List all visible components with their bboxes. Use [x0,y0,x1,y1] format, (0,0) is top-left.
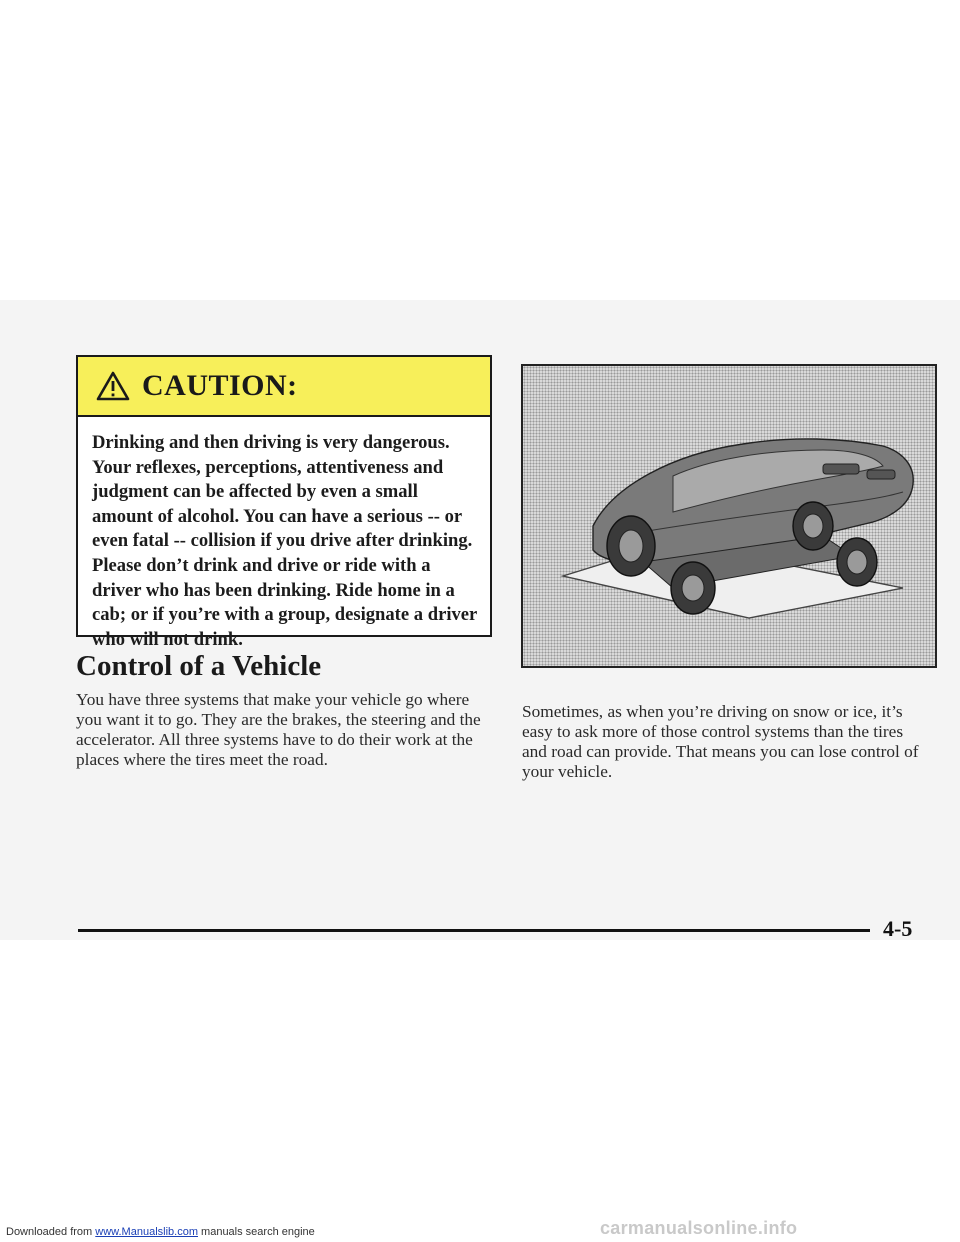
footer-rule [78,929,870,932]
page-number: 4-5 [883,916,913,941]
vehicle-on-road-illustration [521,364,937,668]
top-margin [0,0,960,300]
caution-header [78,357,490,417]
traction-paragraph: Sometimes, as when you’re driving on snow or ice, it’s easy to ask more of those control systems than the tires and road can provide. That means you can lose control of your vehicle. [522,702,919,781]
caution-box [76,355,492,650]
intro-paragraph: You have three systems that make your vehicle go where you want it to go. They are the brakes, the steering and the accelerator. All three systems have to do their work at the places where the tires meet the road. [76,690,481,769]
footer-suffix: manuals search engine [197,1226,315,1238]
manualslib-link[interactable]: www.Manualslib.com [95,1226,198,1238]
warning-triangle-icon [96,371,130,401]
caution-text: Drinking and then driving is very dangerous. Your reflexes, perceptions, attentiveness and judgment can be affected by even a small amount of alcohol. You can have a serious -- or even fatal -- collision if you drive after drinking. Please don’t drink and drive or ride with a driver who has been drinking. Ride home in a cab; or if you’re with a group, designate a driver who will not drink. [92,432,477,650]
caution-title: CAUTION: [142,369,298,402]
bottom-margin [0,940,960,1242]
download-footer [6,1226,315,1238]
site-watermark: carmanualsonline.info [600,1218,798,1238]
section-heading: Control of a Vehicle [76,650,322,682]
footer-prefix: Downloaded from [6,1226,96,1238]
